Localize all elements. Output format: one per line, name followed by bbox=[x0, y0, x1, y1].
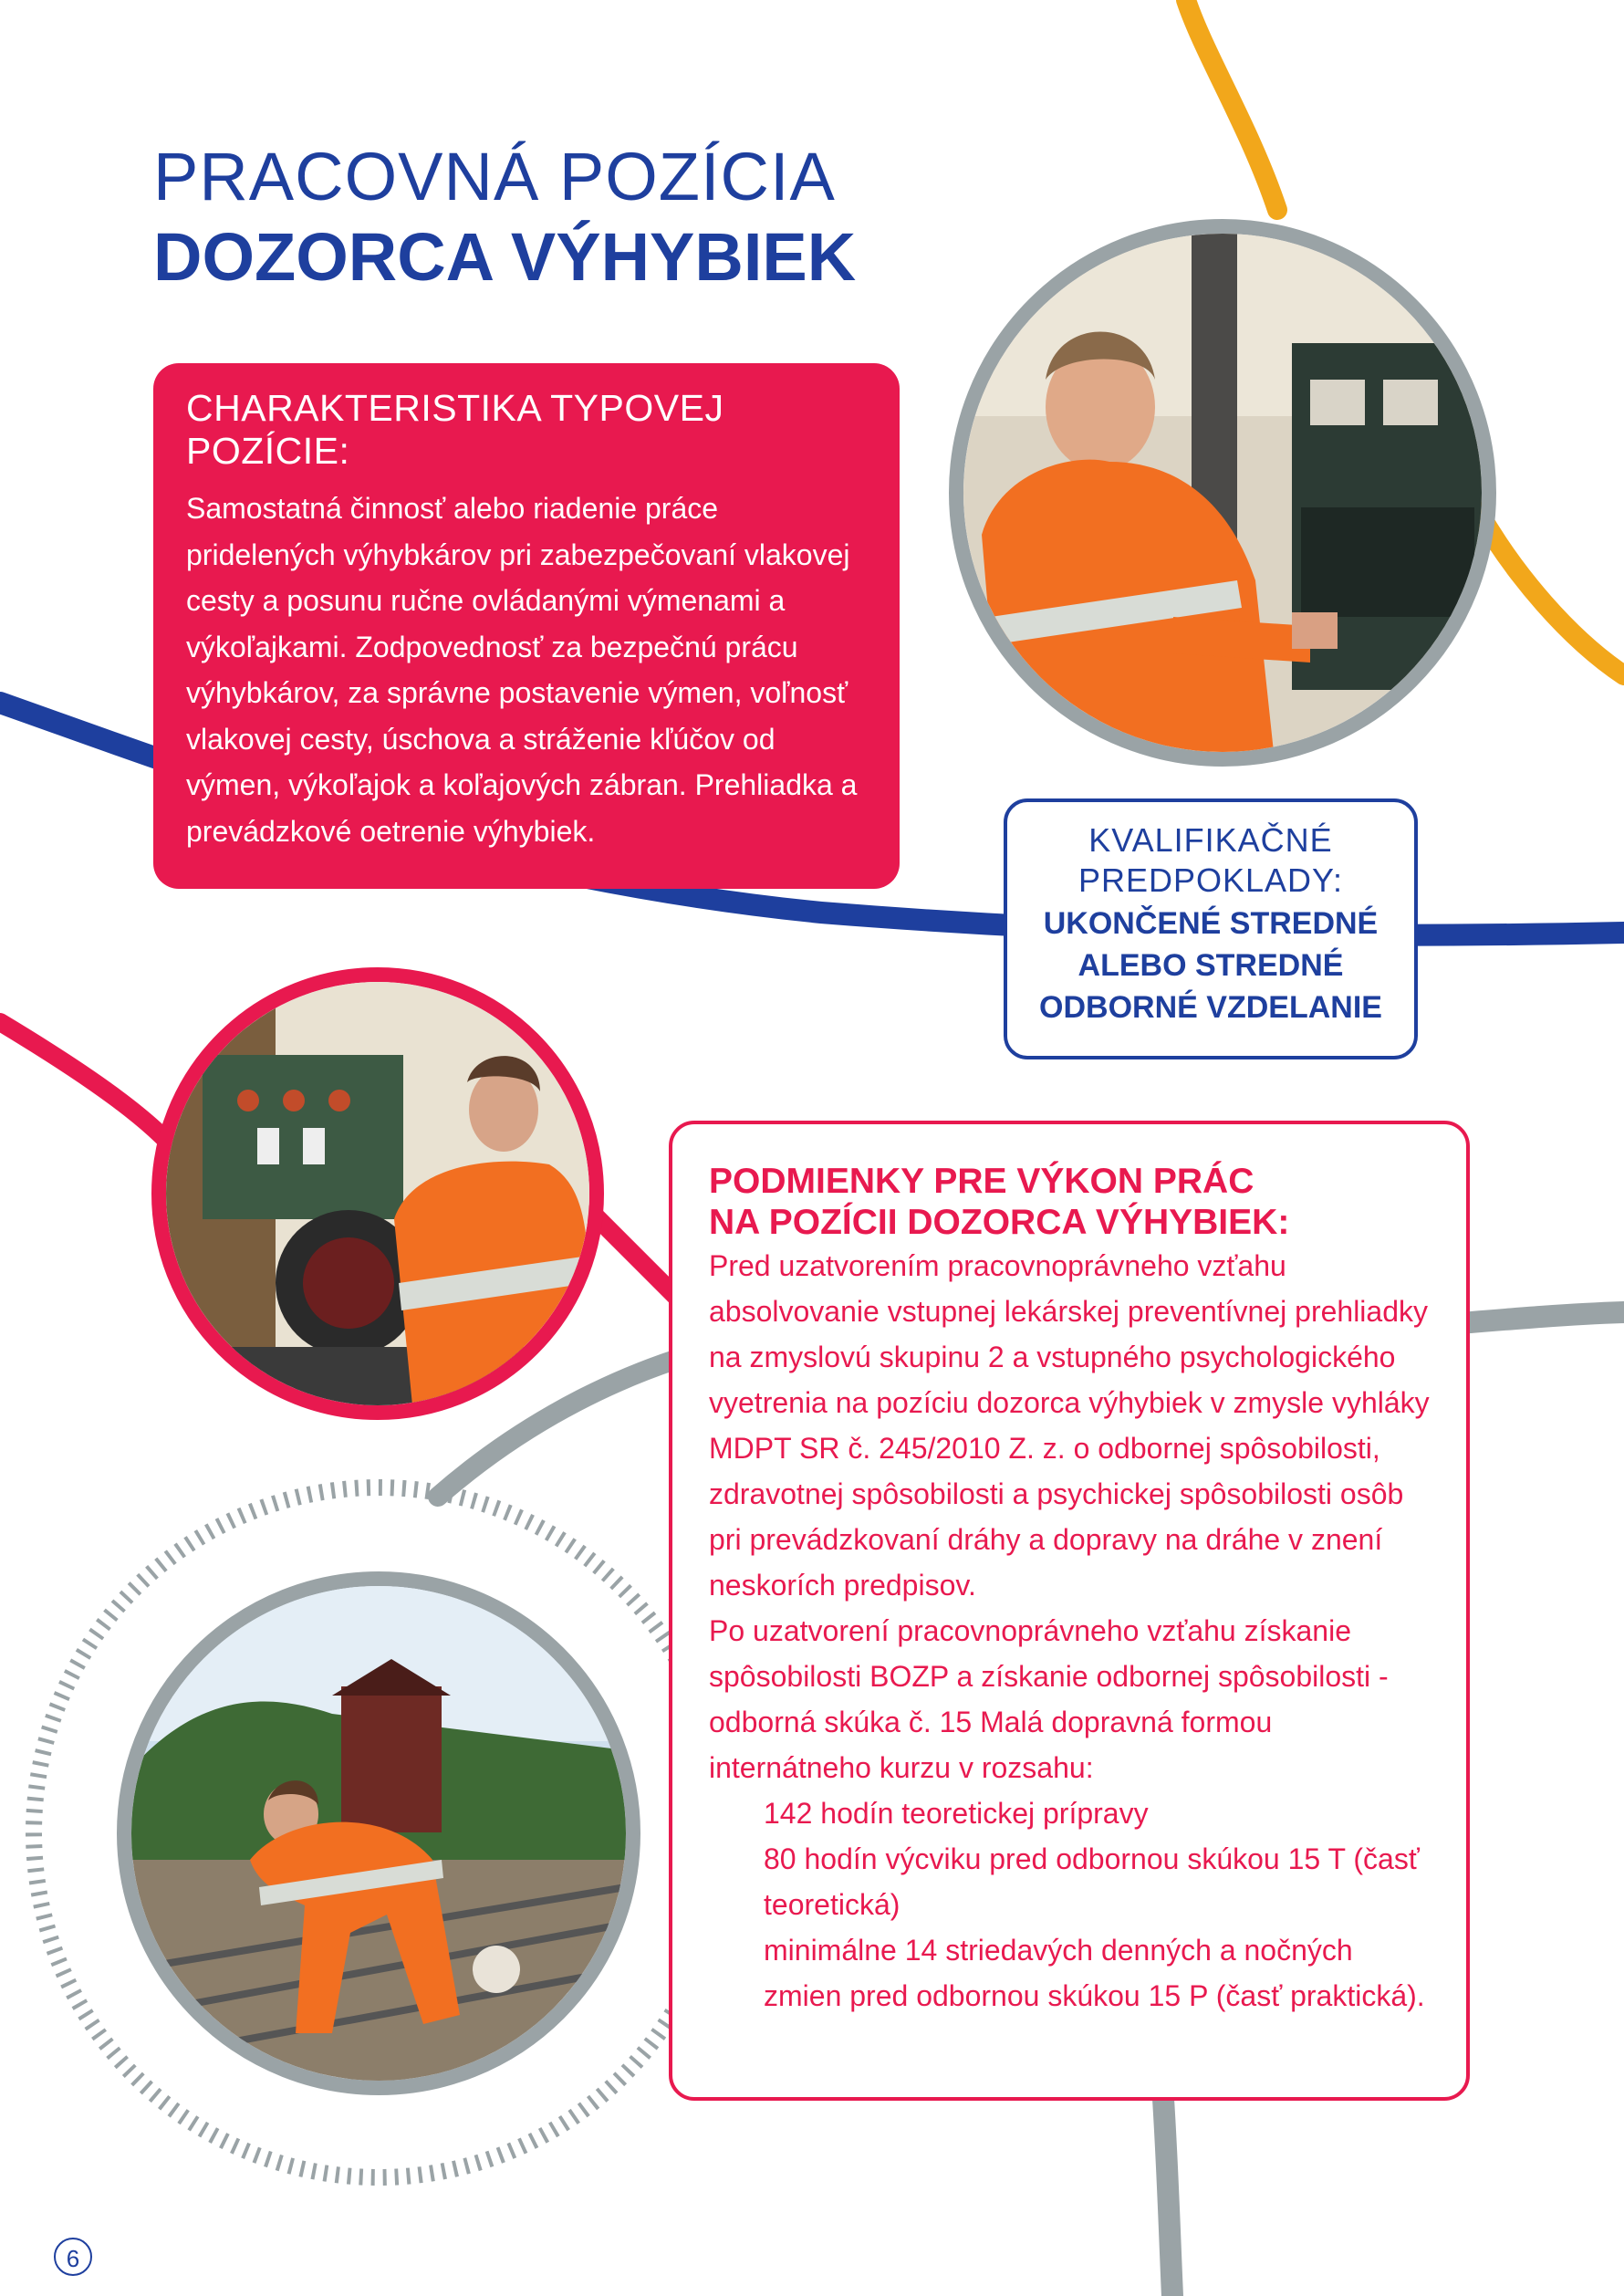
conditions-paragraph-2: Po uzatvorení pracovnoprávneho vzťahu získanie spôsobilosti BOZP a získanie odbornej spôsobilosti - odborná skúka č. 15 Malá dopravná formou internátneho kurzu v rozsahu: bbox=[709, 1614, 1389, 1784]
characteristics-text: Samostatná činnosť alebo riadenie práce pridelených výhybkárov pri zabezpečovaní vlakovej cesty a posunu ručne ovládanými výmenami a výkoľajkami. Zodpovednosť za bezpečnú prácu výhybkárov, za správne postavenie výmen, voľnosť vlakovej cesty, úschova a stráženie kľúčov od výmen, výkoľajok a koľajových zábran. Prehliadka a prevádzkové oetrenie výhybiek. bbox=[186, 492, 858, 848]
qualification-value-line-3: ODBORNÉ VZDELANIE bbox=[1039, 990, 1382, 1025]
conditions-box bbox=[669, 1121, 1470, 2101]
conditions-heading-line-1: PODMIENKY PRE VÝKON PRÁC bbox=[709, 1162, 1254, 1201]
photo-worker-levers bbox=[151, 967, 604, 1420]
qualification-heading-line-1: KVALIFIKAČNÉ bbox=[1088, 821, 1333, 859]
characteristics-box bbox=[153, 363, 900, 889]
qualification-value-line-2: ALEBO STREDNÉ bbox=[1077, 948, 1344, 983]
gray-line-bottom bbox=[1163, 2099, 1172, 2296]
conditions-item-2: 80 hodín výcviku pred odbornou skúkou 15 T (časť teoretická) bbox=[764, 1842, 1420, 1921]
qualification-heading-line-2: PREDPOKLADY: bbox=[1077, 861, 1344, 899]
qualification-box bbox=[1004, 798, 1418, 1059]
title-line-1: PRACOVNÁ POZÍCIA bbox=[153, 139, 836, 214]
page-number: 6 bbox=[54, 2238, 92, 2276]
characteristics-heading: CHARAKTERISTIKA TYPOVEJ POZÍCIE: bbox=[186, 387, 724, 472]
page-title bbox=[153, 137, 856, 297]
conditions-paragraph-1: Pred uzatvorením pracovnoprávneho vzťahu absolvovanie vstupnej lekárskej preventívnej prehliadky na zmyslovú skupinu 2 a vstupného psychologického vyetrenia na pozíciu dozorca výhybiek v zmysle vyhláky MDPT SR č. 245/2010 Z. z. o odbornej spôsobilosti, zdravotnej spôsobilosti a psychickej spôsobilosti osôb pri prevádzkovaní dráhy a dopravy na dráhe v znení neskorích predpisov. bbox=[709, 1249, 1430, 1602]
qualification-value-line-1: UKONČENÉ STREDNÉ bbox=[1043, 906, 1379, 941]
conditions-heading-line-2: NA POZÍCII DOZORCA VÝHYBIEK: bbox=[709, 1203, 1290, 1242]
conditions-item-1: 142 hodín teoretickej prípravy bbox=[764, 1797, 1149, 1830]
conditions-item-3: minimálne 14 striedavých denných a nočných zmien pred odbornou skúkou 15 P (časť praktická). bbox=[764, 1934, 1425, 2012]
title-line-2: DOZORCA VÝHYBIEK bbox=[153, 219, 857, 295]
photo-worker-tracks bbox=[117, 1571, 640, 2095]
gray-line-right bbox=[1460, 1312, 1624, 1323]
photo-worker-panel bbox=[949, 219, 1496, 767]
